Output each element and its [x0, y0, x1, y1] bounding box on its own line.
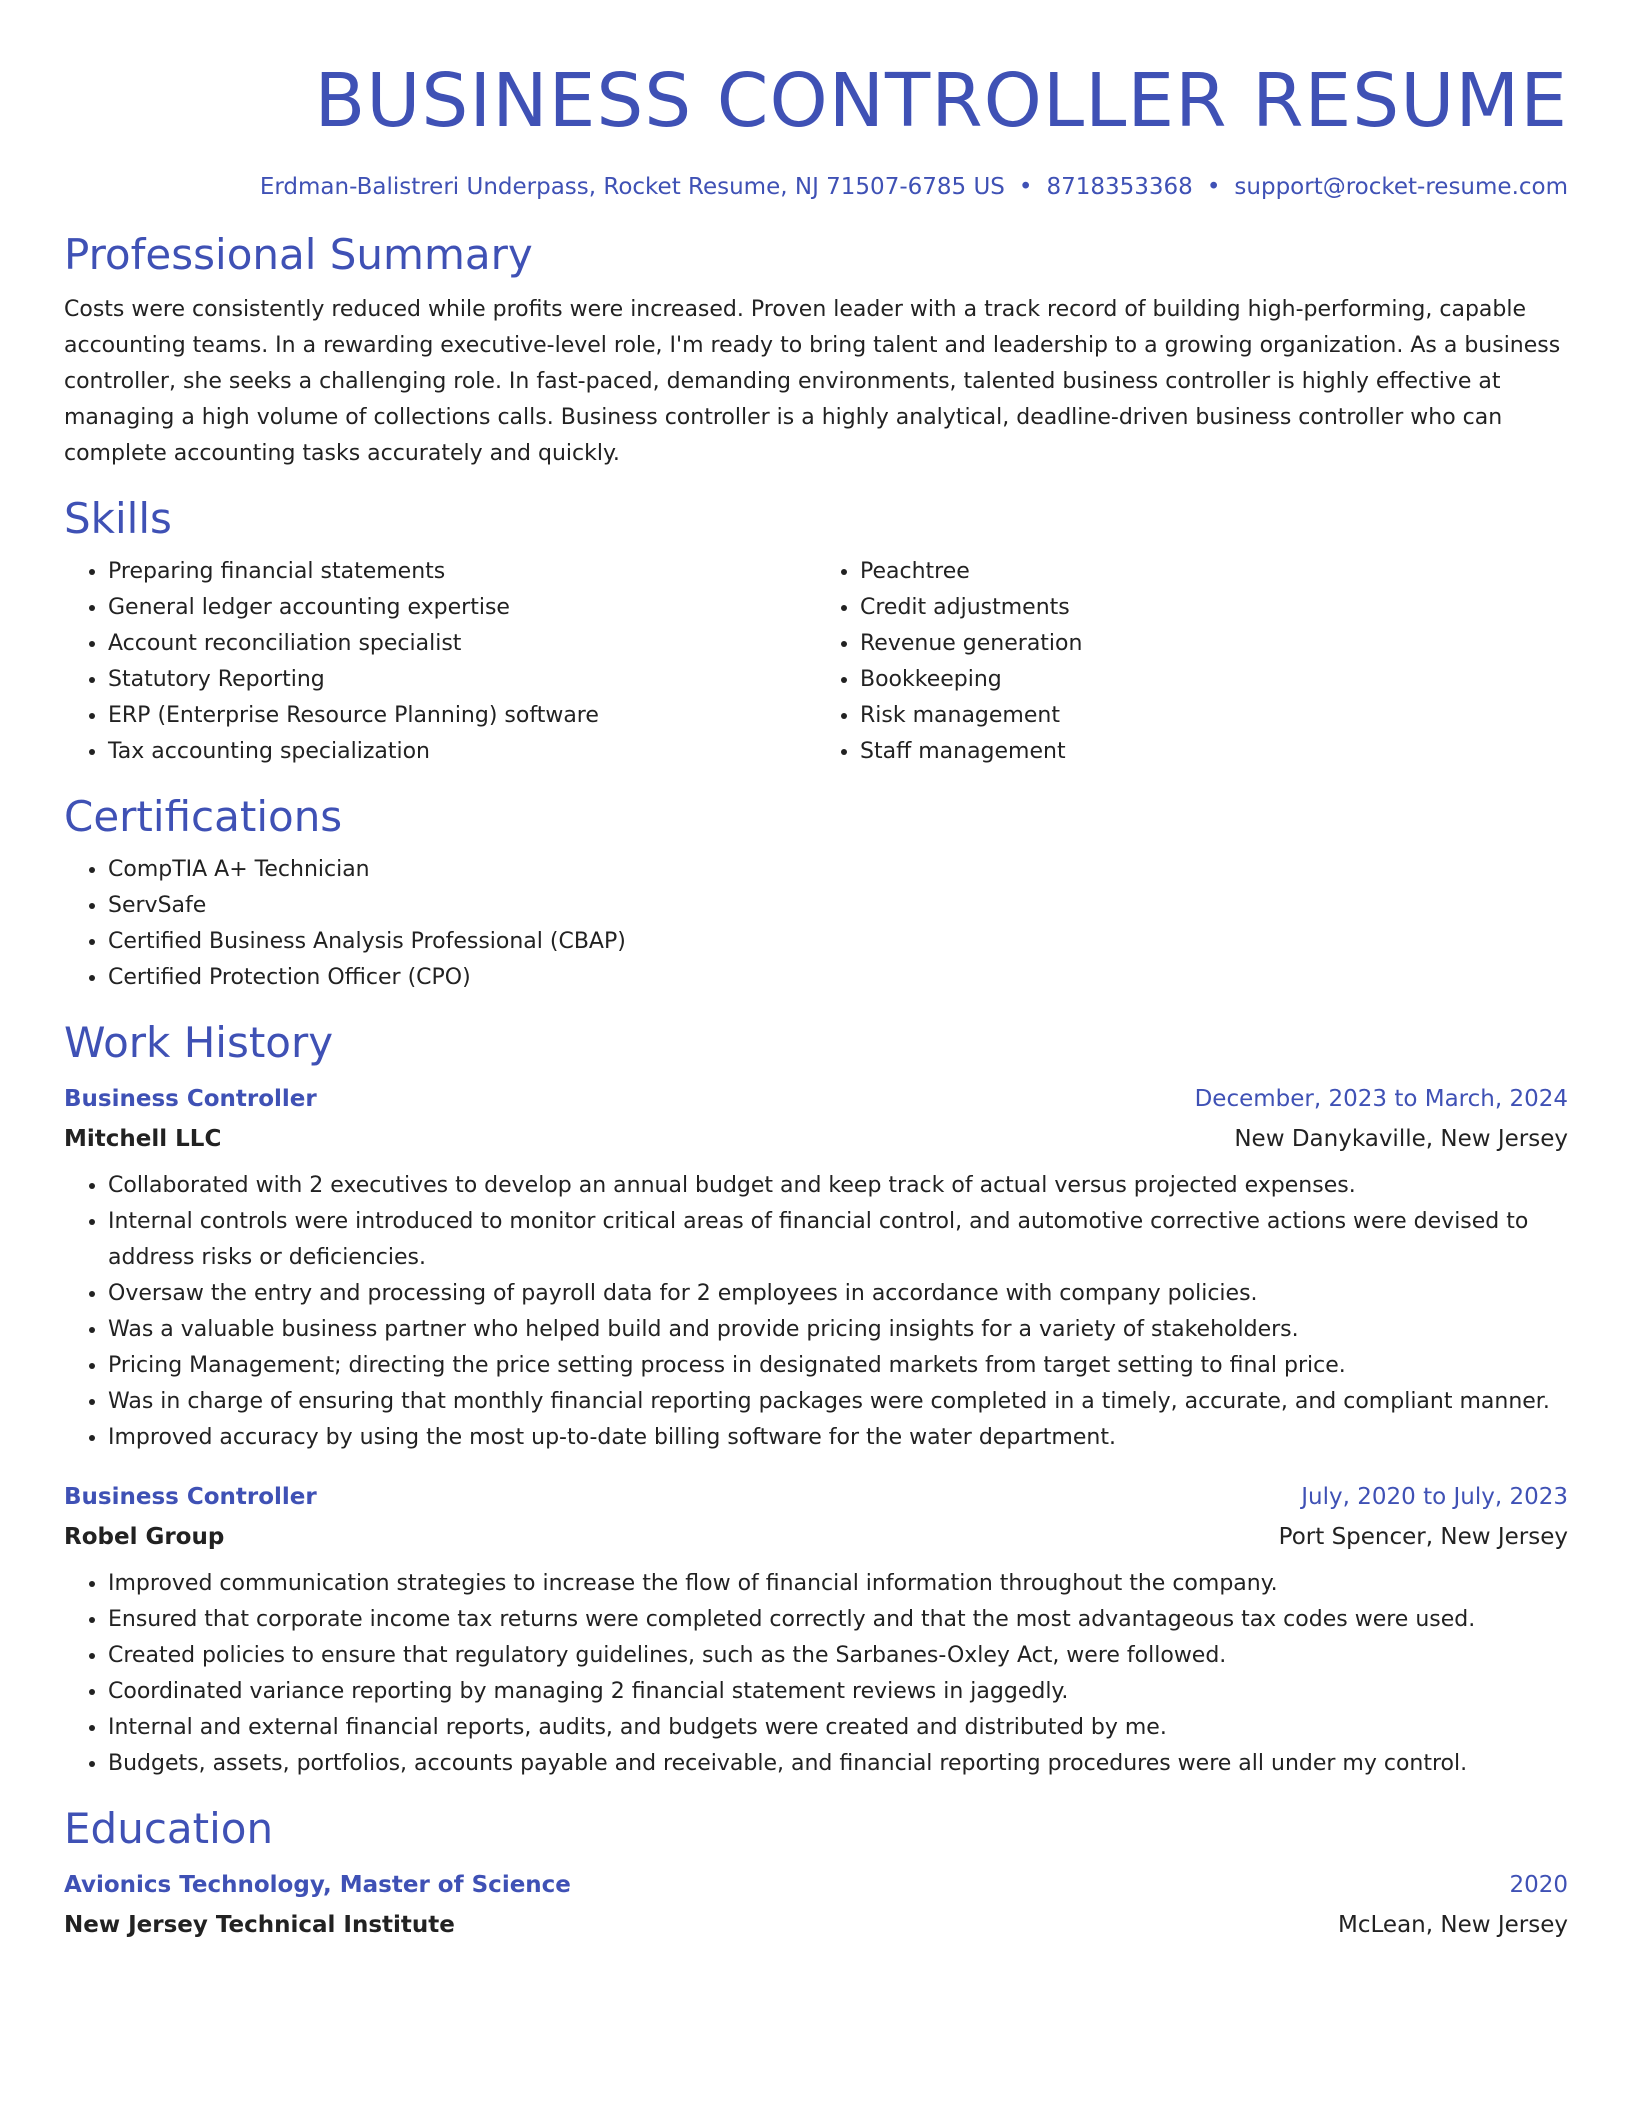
job-bullet: • Collaborated with 2 executives to develop an annual budget and keep track of actual versus projected expenses. — [108, 1168, 1568, 1204]
contact-separator: • — [1206, 174, 1221, 200]
job-bullet: • Was in charge of ensuring that monthly financial reporting packages were completed in a timely, accurate, and compliant manner. — [108, 1384, 1568, 1420]
job-bullet: • Created policies to ensure that regulatory guidelines, such as the Sarbanes-Oxley Act, were followed. — [108, 1638, 1568, 1674]
certifications-list — [64, 852, 1568, 996]
contact-email[interactable]: support@rocket-resume.com — [1234, 174, 1568, 200]
job-bullet: • Improved communication strategies to increase the flow of financial information throughout the company. — [108, 1566, 1568, 1602]
skill-item: • Preparing financial statements — [108, 554, 816, 590]
contact-phone: 8718353368 — [1046, 174, 1193, 200]
job-bullet: • Budgets, assets, portfolios, accounts payable and receivable, and financial reporting procedures were all under my control. — [108, 1746, 1568, 1782]
education-header — [64, 1870, 1568, 1900]
job-title: Business Controller — [64, 1086, 317, 1112]
job-subheader — [64, 1522, 1568, 1552]
skill-item: • Revenue generation — [860, 626, 1568, 662]
education-subheader — [64, 1910, 1568, 1940]
skill-item: • Tax accounting specialization — [108, 734, 816, 770]
skill-item: • Peachtree — [860, 554, 1568, 590]
job-header — [64, 1482, 1568, 1512]
certification-item: • Certified Business Analysis Professional (CBAP) — [108, 924, 1568, 960]
skill-item: • General ledger accounting expertise — [108, 590, 816, 626]
job-company: Robel Group — [64, 1524, 225, 1550]
summary-heading: Professional Summary — [64, 230, 533, 279]
job-company: Mitchell LLC — [64, 1126, 222, 1152]
education-location: McLean, New Jersey — [1338, 1912, 1568, 1938]
skill-item: • Risk management — [860, 698, 1568, 734]
skill-item: • ERP (Enterprise Resource Planning) software — [108, 698, 816, 734]
certification-item: • Certified Protection Officer (CPO) — [108, 960, 1568, 996]
job-title: Business Controller — [64, 1484, 317, 1510]
certification-item: • ServSafe — [108, 888, 1568, 924]
job-location: New Danykaville, New Jersey — [1234, 1126, 1568, 1152]
job-bullet: • Was a valuable business partner who helped build and provide pricing insights for a variety of stakeholders. — [108, 1312, 1568, 1348]
skill-item: • Staff management — [860, 734, 1568, 770]
contact-separator: • — [1018, 174, 1033, 200]
skills-list — [64, 554, 1568, 770]
education-degree: Avionics Technology, Master of Science — [64, 1872, 571, 1898]
job-bullet: • Ensured that corporate income tax returns were completed correctly and that the most advantageous tax codes were used. — [108, 1602, 1568, 1638]
education-heading: Education — [64, 1804, 274, 1853]
skill-item: • Bookkeeping — [860, 662, 1568, 698]
job-bullet: • Pricing Management; directing the price setting process in designated markets from target setting to final price. — [108, 1348, 1568, 1384]
job-bullets — [64, 1168, 1568, 1456]
contact-line — [64, 172, 1568, 202]
resume-page — [64, 0, 1568, 1940]
skills-column-left — [64, 554, 816, 770]
skill-item: • Credit adjustments — [860, 590, 1568, 626]
job-header — [64, 1084, 1568, 1114]
skills-heading: Skills — [64, 494, 172, 543]
certification-item: • CompTIA A+ Technician — [108, 852, 1568, 888]
job-subheader — [64, 1124, 1568, 1154]
job-entry — [64, 1482, 1568, 1782]
certifications-heading: Certifications — [64, 792, 343, 841]
resume-title: BUSINESS CONTROLLER RESUME — [314, 58, 1568, 144]
education-entry — [64, 1870, 1568, 1940]
education-year: 2020 — [1509, 1872, 1568, 1898]
job-bullet: • Improved accuracy by using the most up-to-date billing software for the water department. — [108, 1420, 1568, 1456]
job-bullet: • Oversaw the entry and processing of payroll data for 2 employees in accordance with company policies. — [108, 1276, 1568, 1312]
job-bullets — [64, 1566, 1568, 1782]
job-dates: December, 2023 to March, 2024 — [1194, 1086, 1568, 1112]
job-location: Port Spencer, New Jersey — [1278, 1524, 1568, 1550]
contact-address: Erdman-Balistreri Underpass, Rocket Resume, NJ 71507-6785 US — [259, 174, 1005, 200]
summary-text: Costs were consistently reduced while profits were increased. Proven leader with a track record of building high-performing, capable accounting teams. In a rewarding executive-level role, I'm ready to bring talent and leadership to a growing organization. As a business controller, she seeks a challenging role. In fast-paced, demanding environments, talented business controller is highly effective at managing a high volume of collections calls. Business controller is a highly analytical, deadline-driven business controller who can complete accounting tasks accurately and quickly. — [64, 297, 1561, 466]
skills-column-right — [816, 554, 1568, 770]
job-entry — [64, 1084, 1568, 1456]
job-bullet: • Internal and external financial reports, audits, and budgets were created and distributed by me. — [108, 1710, 1568, 1746]
skill-item: • Account reconciliation specialist — [108, 626, 816, 662]
work-history-heading: Work History — [64, 1018, 334, 1067]
job-dates: July, 2020 to July, 2023 — [1301, 1484, 1568, 1510]
skill-item: • Statutory Reporting — [108, 662, 816, 698]
education-school: New Jersey Technical Institute — [64, 1912, 455, 1938]
job-bullet: • Internal controls were introduced to monitor critical areas of financial control, and automotive corrective actions were devised to address risks or deficiencies. — [108, 1204, 1568, 1276]
job-bullet: • Coordinated variance reporting by managing 2 financial statement reviews in jaggedly. — [108, 1674, 1568, 1710]
